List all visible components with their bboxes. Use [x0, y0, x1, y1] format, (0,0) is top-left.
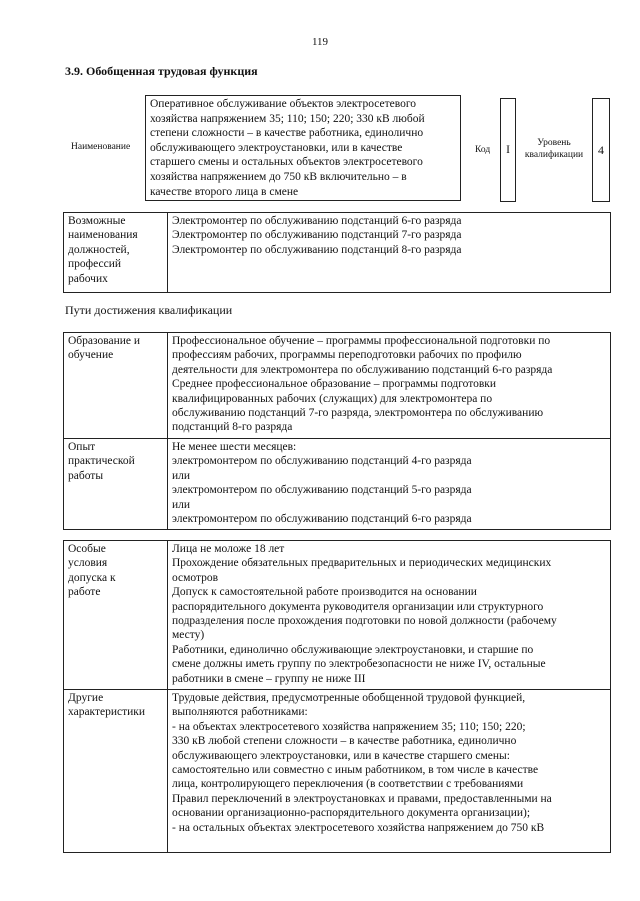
code-label: Код: [475, 145, 491, 155]
special-label-cell: [64, 541, 168, 690]
other-value-cell: [168, 690, 611, 853]
experience-line: или: [172, 469, 191, 482]
education-line: профессиям рабочих, программы переподготовки рабочих по профилю: [172, 349, 522, 362]
other-line: - на остальных объектах электросетевого хозяйства напряжением до 750 кВ: [172, 821, 545, 834]
label-line: условия: [68, 557, 108, 570]
special-line: работники в смене – группу не ниже III: [172, 672, 366, 685]
special-value-cell: [168, 541, 611, 690]
experience-line: Не менее шести месяцев:: [172, 441, 297, 453]
experience-line: электромонтером по обслуживанию подстанций 6-го разряда: [172, 513, 472, 526]
special-line: месту): [172, 629, 205, 642]
label-line: профессий: [68, 258, 122, 271]
education-value-cell: [168, 333, 611, 439]
special-line: подразделения после прохождения подготовки по новой должности (рабочему: [172, 615, 557, 628]
special-line: осмотров: [172, 571, 219, 584]
other-line: самостоятельно или совместно с иным работником, в том числе в качестве: [172, 764, 539, 777]
label-line: допуска к: [68, 571, 116, 584]
level-label: [520, 137, 588, 161]
special-line: Работники, единолично обслуживающие электроустановки, и старшие по: [172, 643, 534, 656]
education-line: Среднее профессиональное образование – программы подготовки: [172, 378, 497, 391]
name-value-box: [145, 95, 461, 201]
education-line: квалифицированных рабочих (служащих) для электромонтера по: [172, 392, 493, 405]
label-line: наименования: [68, 229, 138, 242]
name-line: Оперативное обслуживание объектов электросетевого: [150, 98, 417, 110]
level-label-line: квалификации: [524, 150, 584, 160]
education-table: [63, 332, 611, 530]
special-line: Прохождение обязательных предварительных и периодических медицинских: [172, 557, 552, 570]
label-line: Возможные: [68, 215, 126, 227]
positions-label-cell: [64, 213, 168, 293]
label-line: работы: [68, 469, 104, 482]
experience-line: или: [172, 498, 191, 511]
other-line: 330 кВ любой степени сложности – в качестве работника, единолично: [172, 735, 517, 748]
education-line: обслуживанию подстанций 7-го разряда, электромонтера по обслуживанию: [172, 407, 544, 420]
other-line: выполняются работниками:: [172, 706, 308, 719]
special-line: распорядительного документа руководителя организации или структурного: [172, 600, 544, 613]
label-line: обучение: [68, 349, 114, 362]
name-line: обслуживающего электроустановки, или в качестве: [150, 141, 403, 154]
label-line: должностей,: [68, 243, 130, 256]
experience-line: электромонтером по обслуживанию подстанций 5-го разряда: [172, 484, 472, 497]
special-line: смене должны иметь группу по электробезопасности не ниже IV, остальные: [172, 658, 546, 671]
other-line: лица, контролирующего переключения (в соответствии с требованиями: [172, 778, 524, 791]
position-item: Электромонтер по обслуживанию подстанций 8-го разряда: [172, 243, 462, 256]
positions-value-cell: [168, 213, 611, 293]
name-line: старшего смены и остальных объектов электросетевого: [150, 156, 423, 169]
positions-table: [63, 212, 611, 293]
conditions-table: [63, 540, 611, 853]
label-line: Особые: [68, 543, 106, 555]
label-line: практической: [68, 455, 135, 468]
other-line: Трудовые действия, предусмотренные обобщенной трудовой функцией,: [172, 692, 526, 704]
other-label-cell: [64, 690, 168, 853]
name-line: качестве второго лица в смене: [150, 185, 299, 198]
page-number: 119: [311, 36, 329, 48]
label-line: характеристики: [68, 706, 146, 719]
level-value-box: [592, 98, 610, 202]
name-line: хозяйства напряжением 35; 110; 150; 220; 330 кВ любой: [150, 112, 425, 125]
education-line: подстанций 8-го разряда: [172, 421, 293, 434]
level-label-line: Уровень: [537, 138, 571, 148]
other-line: - на объектах электросетевого хозяйства напряжением 35; 110; 150; 220;: [172, 720, 526, 733]
special-line: Допуск к самостоятельной работе производится на основании: [172, 586, 477, 599]
name-line: хозяйства напряжением до 750 кВ включительно – в: [150, 170, 407, 183]
name-label: Наименование: [71, 142, 131, 152]
experience-value-cell: [168, 439, 611, 530]
education-label-cell: [64, 333, 168, 439]
other-line: Правил переключений в электроустановках и правами, предоставленными на: [172, 792, 552, 805]
experience-line: электромонтером по обслуживанию подстанций 4-го разряда: [172, 455, 472, 468]
special-line: Лица не моложе 18 лет: [172, 543, 285, 555]
level-value: 4: [598, 143, 604, 157]
label-line: рабочих: [68, 272, 108, 285]
other-line: основании организационно-распорядительного документа организации);: [172, 807, 531, 820]
label-line: Опыт: [68, 441, 96, 453]
position-item: Электромонтер по обслуживанию подстанций 6-го разряда: [172, 215, 462, 227]
paths-title: Пути достижения квалификации: [65, 303, 233, 317]
label-line: Образование и: [68, 335, 141, 347]
name-line: степени сложности – в качестве работника, единолично: [150, 127, 424, 140]
experience-label-cell: [64, 439, 168, 530]
section-title: 3.9. Обобщенная трудовая функция: [65, 64, 258, 78]
education-line: Профессиональное обучение – программы профессиональной подготовки по: [172, 335, 551, 347]
code-value-box: [500, 98, 516, 202]
label-line: Другие: [68, 692, 104, 704]
label-line: работе: [68, 586, 101, 599]
education-line: деятельности для электромонтера по обслуживанию подстанций 6-го разряда: [172, 363, 553, 376]
code-value: I: [506, 144, 510, 156]
other-line: обслуживающего электроустановки, или в качестве старшего смены:: [172, 749, 510, 762]
position-item: Электромонтер по обслуживанию подстанций 7-го разряда: [172, 229, 462, 242]
